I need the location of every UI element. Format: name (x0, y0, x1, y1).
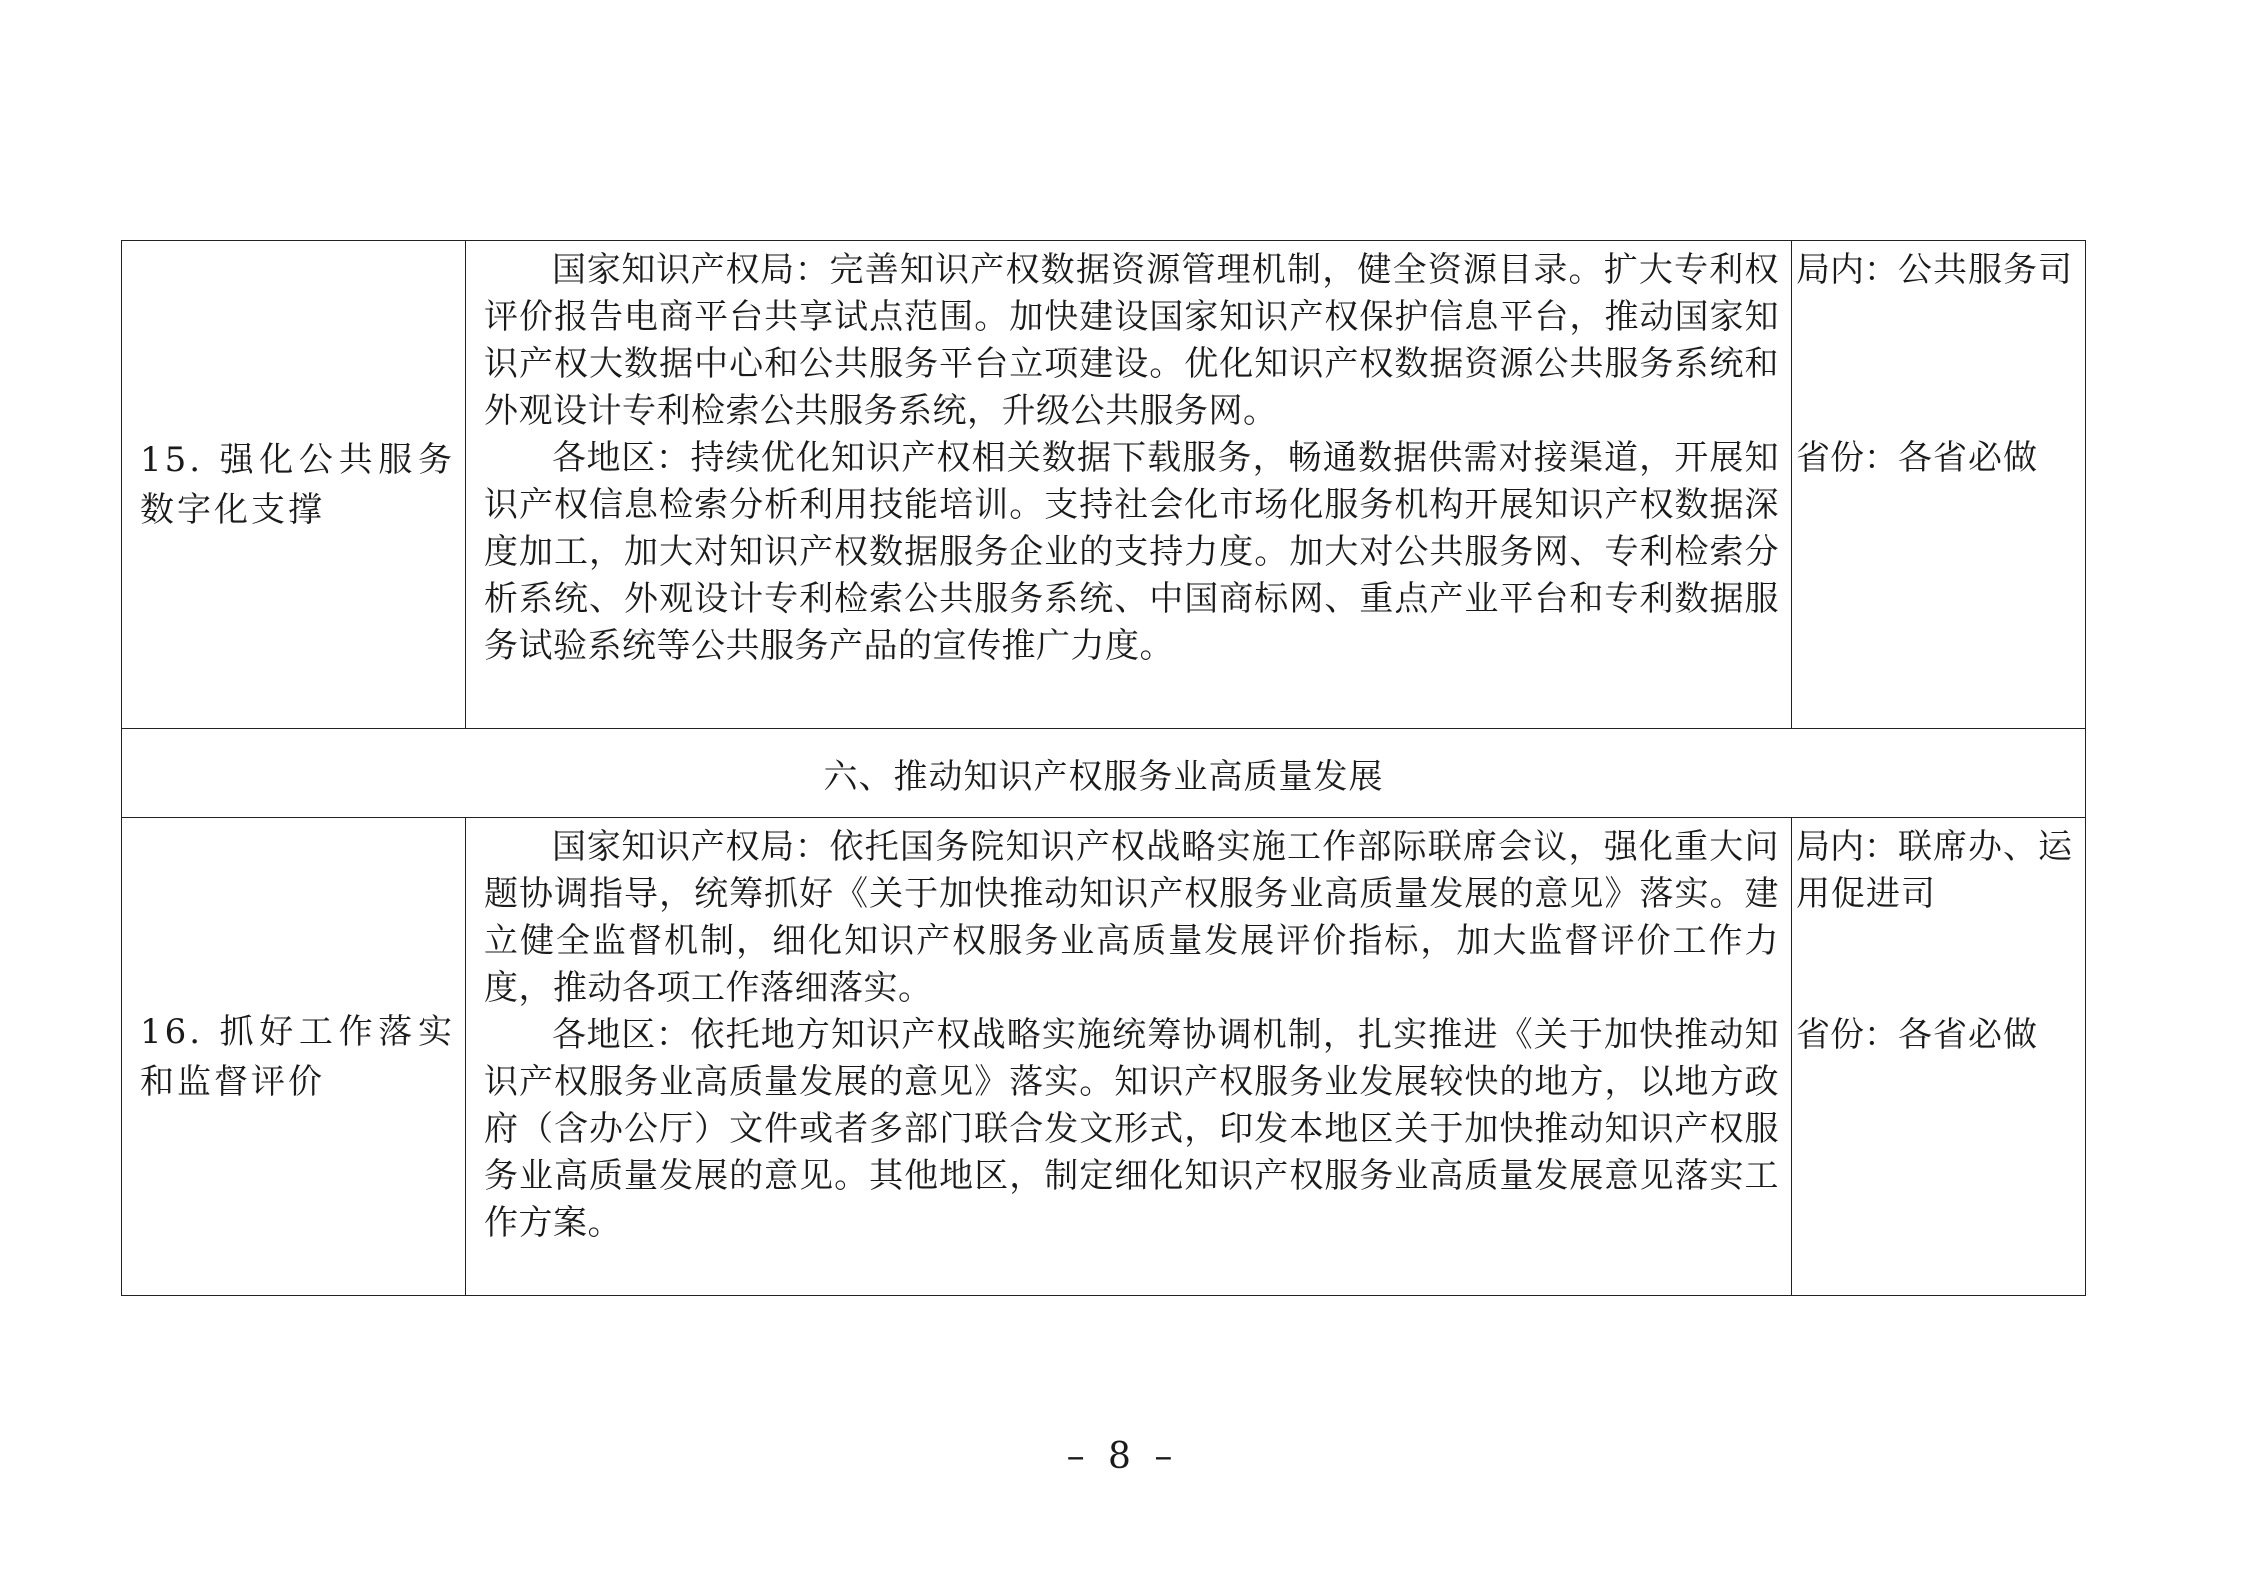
province-label: 省份： (1796, 438, 1898, 478)
province-responsible (1796, 435, 2081, 482)
bureau-value: 公共服务司 (1898, 250, 2073, 290)
table-row-16 (122, 818, 2086, 1296)
task-name-cell (122, 241, 466, 729)
measure-text: 完善知识产权数据资源管理机制，健全资源目录。扩大专利权评价报告电商平台共享试点范围。加快建设国家知识产权保护信息平台，推动国家知识产权大数据中心和公共服务平台立项建设。优化知识产权数据资源公共服务系统和外观设计专利检索公共服务系统，升级公共服务网。 (484, 250, 1779, 431)
section-heading: 六、推动知识产权服务业高质量发展 (122, 729, 2086, 818)
bureau-responsible (1796, 247, 2081, 294)
province-value: 各省必做 (1898, 1015, 2038, 1055)
task-name: 16. 抓好工作落实和监督评价 (140, 1011, 455, 1102)
bureau-label: 局内： (1796, 250, 1898, 290)
measure-paragraph (484, 1012, 1779, 1247)
task-name-cell (122, 818, 466, 1296)
bureau-responsible (1796, 824, 2081, 918)
table-row-15 (122, 241, 2086, 729)
measure-text: 持续优化知识产权相关数据下载服务，畅通数据供需对接渠道，开展知识产权信息检索分析利用技能培训。支持社会化市场化服务机构开展知识产权数据深度加工，加大对知识产权数据服务企业的支持力度。加大对公共服务网、专利检索分析系统、外观设计专利检索公共服务系统、中国商标网、重点产业平台和专利数据服务试验系统等公共服务产品的宣传推广力度。 (484, 438, 1779, 666)
province-value: 各省必做 (1898, 438, 2038, 478)
responsible-cell (1792, 818, 2086, 1296)
measure-lead: 各地区： (552, 438, 691, 478)
page-number: – 8 – (1066, 1436, 1179, 1477)
measure-paragraph (484, 247, 1779, 435)
responsible-cell (1792, 241, 2086, 729)
bureau-value: 联席办、运用促进司 (1796, 827, 2073, 914)
measure-text: 依托国务院知识产权战略实施工作部际联席会议，强化重大问题协调指导，统筹抓好《关于加快推动知识产权服务业高质量发展的意见》落实。建立健全监督机制，细化知识产权服务业高质量发展评价指标，加大监督评价工作力度，推动各项工作落细落实。 (484, 827, 1779, 1008)
bureau-label: 局内： (1796, 827, 1898, 867)
province-label: 省份： (1796, 1015, 1898, 1055)
province-responsible (1796, 1012, 2081, 1059)
measures-cell (466, 818, 1792, 1296)
measure-paragraph (484, 824, 1779, 1012)
measure-lead: 各地区： (552, 1015, 691, 1055)
task-name: 15. 强化公共服务数字化支撑 (140, 439, 455, 530)
measure-text: 依托地方知识产权战略实施统筹协调机制，扎实推进《关于加快推动知识产权服务业高质量发展的意见》落实。知识产权服务业发展较快的地方，以地方政府（含办公厅）文件或者多部门联合发文形式，印发本地区关于加快推动知识产权服务业高质量发展的意见。其他地区，制定细化知识产权服务业高质量发展意见落实工作方案。 (484, 1015, 1779, 1243)
measure-lead: 国家知识产权局： (552, 827, 830, 867)
measure-paragraph (484, 435, 1779, 670)
task-table (121, 240, 2086, 1296)
measure-lead: 国家知识产权局： (552, 250, 830, 290)
measures-cell (466, 241, 1792, 729)
section-heading-row (122, 729, 2086, 818)
